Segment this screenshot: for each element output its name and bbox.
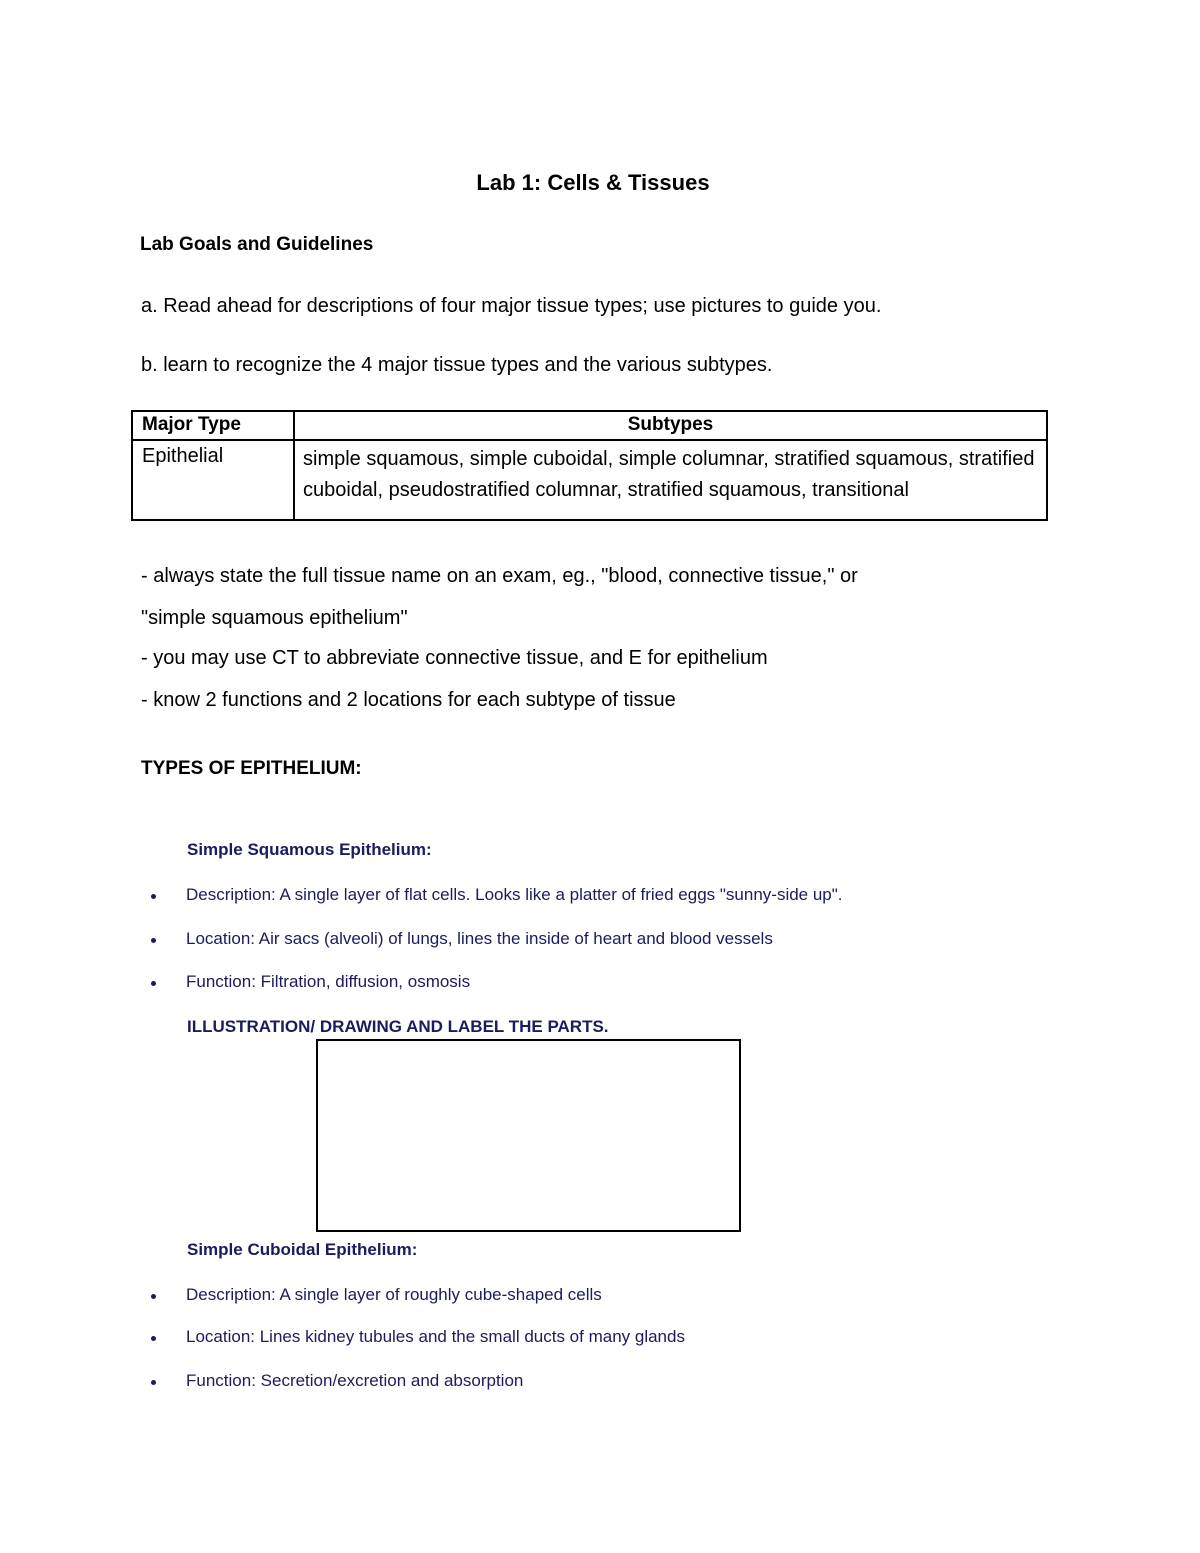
drawing-box[interactable] xyxy=(316,1039,741,1232)
table-cell-subtypes: simple squamous, simple cuboidal, simple columnar, stratified squamous, stratified cuboidal, pseudostratified columnar, stratified squamous, transitional xyxy=(303,448,1035,501)
section-heading-simple-squamous: Simple Squamous Epithelium: xyxy=(187,840,432,859)
note-full-name: - always state the full tissue name on an exam, eg., "blood, connective tissue," or xyxy=(141,565,858,587)
table-cell-major-type: Epithelial xyxy=(142,445,224,467)
table-header-divider xyxy=(133,439,1046,441)
bullet-dot xyxy=(151,938,156,943)
note-full-name-example: "simple squamous epithelium" xyxy=(141,607,408,629)
bullet-dot xyxy=(151,981,156,986)
note-functions-locations: - know 2 functions and 2 locations for each subtype of tissue xyxy=(141,689,676,711)
bullet-function: Function: Filtration, diffusion, osmosis xyxy=(186,972,471,991)
bullet-location: Location: Lines kidney tubules and the small ducts of many glands xyxy=(186,1327,685,1346)
section-heading-simple-cuboidal: Simple Cuboidal Epithelium: xyxy=(187,1240,418,1259)
bullet-dot xyxy=(151,1336,156,1341)
bullet-description: Description: A single layer of flat cells. Looks like a platter of fried eggs "sunny-side up". xyxy=(186,885,843,904)
bullet-function: Function: Secretion/excretion and absorption xyxy=(186,1371,524,1390)
page-title: Lab 1: Cells & Tissues xyxy=(476,170,710,195)
illustration-label: ILLUSTRATION/ DRAWING AND LABEL THE PARTS. xyxy=(187,1017,609,1036)
goals-heading: Lab Goals and Guidelines xyxy=(140,234,374,255)
bullet-dot xyxy=(151,894,156,899)
goal-item-a: a. Read ahead for descriptions of four major tissue types; use pictures to guide you. xyxy=(141,295,882,317)
bullet-dot xyxy=(151,1380,156,1385)
tissue-types-table xyxy=(131,410,1048,521)
table-header-subtypes: Subtypes xyxy=(627,414,714,435)
types-heading: TYPES OF EPITHELIUM: xyxy=(141,758,362,779)
goal-item-b: b. learn to recognize the 4 major tissue types and the various subtypes. xyxy=(141,354,773,376)
table-header-major-type: Major Type xyxy=(142,414,241,435)
note-abbreviation: - you may use CT to abbreviate connective tissue, and E for epithelium xyxy=(141,647,768,669)
bullet-description: Description: A single layer of roughly cube-shaped cells xyxy=(186,1285,602,1304)
bullet-dot xyxy=(151,1294,156,1299)
bullet-location: Location: Air sacs (alveoli) of lungs, lines the inside of heart and blood vessels xyxy=(186,929,773,948)
